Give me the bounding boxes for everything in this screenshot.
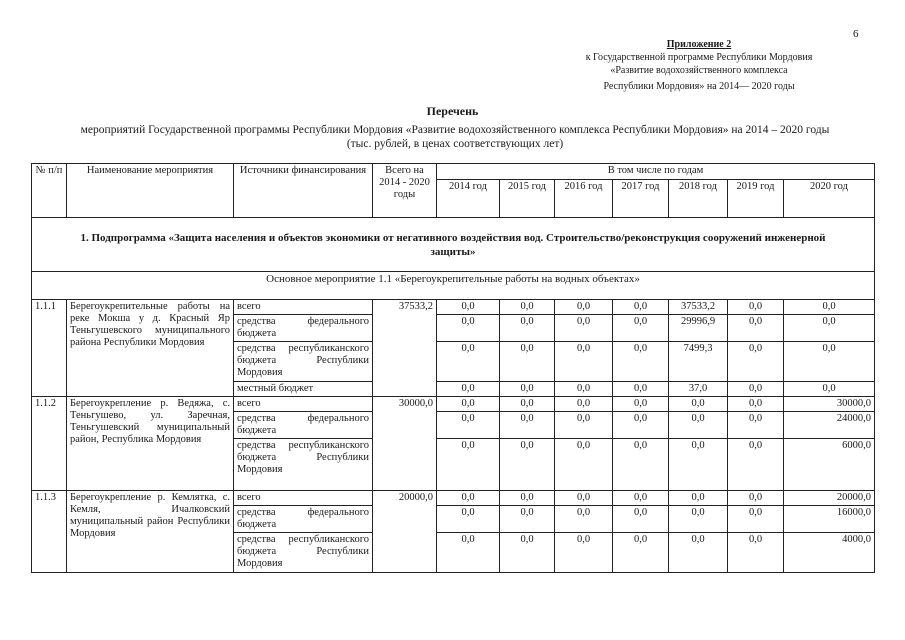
item-name: Берегоукрепление р. Кемлятка, с. Кемля, Ичалковский муниципальный район Республики Мордовия xyxy=(67,491,234,573)
item-num: 1.1.2 xyxy=(32,397,67,491)
page-number: 6 xyxy=(853,28,859,40)
value-cell: 0,0 xyxy=(669,491,728,506)
value-cell: 16000,0 xyxy=(784,506,875,533)
source-cell: средства федерального бюджета xyxy=(234,315,373,342)
source-cell: всего xyxy=(234,397,373,412)
main-event-row xyxy=(32,272,875,300)
appendix-line: «Развитие водохозяйственного комплекса xyxy=(610,65,788,76)
value-cell: 0,0 xyxy=(437,506,500,533)
value-cell: 0,0 xyxy=(500,315,555,342)
col-name-header: Наименование мероприятия xyxy=(67,164,234,218)
subtitle-line: (тыс. рублей, в ценах соответствующих лет) xyxy=(346,138,564,150)
year-header: 2018 год xyxy=(669,180,728,218)
value-cell: 0,0 xyxy=(500,439,555,491)
col-total-header: Всего на 2014 - 2020 годы xyxy=(373,164,437,218)
subtitle-line: мероприятий Государственной программы Республики Мордовия «Развитие водохозяйственного комплекса Республики Мордовия» на 2014 – 2020 годы xyxy=(80,124,830,136)
value-cell: 0,0 xyxy=(784,315,875,342)
subprogram-row xyxy=(32,218,875,272)
value-cell: 0,0 xyxy=(437,300,500,315)
source-cell: средства федерального бюджета xyxy=(234,412,373,439)
source-cell: всего xyxy=(234,491,373,506)
value-cell: 0,0 xyxy=(500,412,555,439)
appendix-block xyxy=(549,38,849,93)
value-cell: 4000,0 xyxy=(784,533,875,573)
value-cell: 0,0 xyxy=(437,382,500,397)
value-cell: 0,0 xyxy=(728,342,784,382)
value-cell: 0,0 xyxy=(437,439,500,491)
value-cell: 0,0 xyxy=(728,315,784,342)
value-cell: 0,0 xyxy=(669,439,728,491)
value-cell: 0,0 xyxy=(728,491,784,506)
value-cell: 0,0 xyxy=(555,342,613,382)
value-cell: 24000,0 xyxy=(784,412,875,439)
value-cell: 0,0 xyxy=(437,491,500,506)
value-cell: 0,0 xyxy=(555,315,613,342)
value-cell: 0,0 xyxy=(613,300,669,315)
source-cell: средства республиканского бюджета Республики Мордовия xyxy=(234,342,373,382)
value-cell: 0,0 xyxy=(500,382,555,397)
value-cell: 0,0 xyxy=(613,439,669,491)
value-cell: 0,0 xyxy=(728,412,784,439)
item-name: Берегоукрепление р. Ведяжа, с. Теньгушево, ул. Заречная, Теньгушевский муниципальный район, Республика Мордовия xyxy=(67,397,234,491)
measures-table xyxy=(31,163,875,573)
value-cell: 0,0 xyxy=(613,533,669,573)
value-cell: 0,0 xyxy=(555,439,613,491)
year-header: 2014 год xyxy=(437,180,500,218)
item-name: Берегоукрепительные работы на реке Мокша у д. Красный Яр Теньгушевского муниципального района Республики Мордовия xyxy=(67,300,234,397)
value-cell: 0,0 xyxy=(437,412,500,439)
value-cell: 0,0 xyxy=(437,397,500,412)
table-row xyxy=(32,397,875,412)
item-total: 30000,0 xyxy=(373,397,437,491)
value-cell: 0,0 xyxy=(500,491,555,506)
source-cell: всего xyxy=(234,300,373,315)
year-header: 2016 год xyxy=(555,180,613,218)
col-years-group-header: В том числе по годам xyxy=(437,164,875,180)
value-cell: 0,0 xyxy=(669,412,728,439)
value-cell: 0,0 xyxy=(613,397,669,412)
document-subtitle xyxy=(40,123,870,151)
value-cell: 20000,0 xyxy=(784,491,875,506)
value-cell: 0,0 xyxy=(613,506,669,533)
value-cell: 0,0 xyxy=(437,315,500,342)
source-cell: средства федерального бюджета xyxy=(234,506,373,533)
value-cell: 37533,2 xyxy=(669,300,728,315)
value-cell: 0,0 xyxy=(784,342,875,382)
year-header: 2017 год xyxy=(613,180,669,218)
subprogram-title: 1. Подпрограмма «Защита населения и объектов экономики от негативного воздействия вод. Строительство/реконструкция сооружений инженерной защиты» xyxy=(32,218,875,272)
item-num: 1.1.1 xyxy=(32,300,67,397)
source-cell: средства республиканского бюджета Республики Мордовия xyxy=(234,439,373,491)
table-row xyxy=(32,300,875,315)
appendix-title: Приложение 2 xyxy=(666,39,732,50)
value-cell: 0,0 xyxy=(555,533,613,573)
col-sources-header: Источники финансирования xyxy=(234,164,373,218)
source-cell: средства республиканского бюджета Республики Мордовия xyxy=(234,533,373,573)
value-cell: 0,0 xyxy=(669,506,728,533)
value-cell: 0,0 xyxy=(500,397,555,412)
source-cell: местный бюджет xyxy=(234,382,373,397)
table-row xyxy=(32,491,875,506)
document-title: Перечень xyxy=(426,104,479,118)
value-cell: 0,0 xyxy=(784,382,875,397)
year-header: 2019 год xyxy=(728,180,784,218)
value-cell: 7499,3 xyxy=(669,342,728,382)
value-cell: 30000,0 xyxy=(784,397,875,412)
value-cell: 0,0 xyxy=(728,300,784,315)
item-num: 1.1.3 xyxy=(32,491,67,573)
col-num-header: № п/п xyxy=(32,164,67,218)
value-cell: 0,0 xyxy=(728,382,784,397)
value-cell: 0,0 xyxy=(437,342,500,382)
value-cell: 0,0 xyxy=(555,397,613,412)
value-cell: 0,0 xyxy=(555,412,613,439)
value-cell: 0,0 xyxy=(500,342,555,382)
value-cell: 0,0 xyxy=(555,382,613,397)
header-row xyxy=(32,164,875,180)
appendix-line: к Государственной программе Республики Мордовия xyxy=(585,52,813,63)
value-cell: 0,0 xyxy=(613,382,669,397)
value-cell: 0,0 xyxy=(500,300,555,315)
value-cell: 0,0 xyxy=(728,506,784,533)
value-cell: 0,0 xyxy=(728,439,784,491)
value-cell: 0,0 xyxy=(669,533,728,573)
value-cell: 0,0 xyxy=(500,506,555,533)
item-total: 20000,0 xyxy=(373,491,437,573)
main-event-title: Основное мероприятие 1.1 «Берегоукрепительные работы на водных объектах» xyxy=(32,272,875,300)
value-cell: 0,0 xyxy=(669,397,728,412)
value-cell: 0,0 xyxy=(728,533,784,573)
value-cell: 6000,0 xyxy=(784,439,875,491)
year-header: 2015 год xyxy=(500,180,555,218)
value-cell: 37,0 xyxy=(669,382,728,397)
value-cell: 0,0 xyxy=(500,533,555,573)
value-cell: 0,0 xyxy=(555,491,613,506)
value-cell: 29996,9 xyxy=(669,315,728,342)
value-cell: 0,0 xyxy=(613,315,669,342)
value-cell: 0,0 xyxy=(555,300,613,315)
value-cell: 0,0 xyxy=(437,533,500,573)
value-cell: 0,0 xyxy=(613,412,669,439)
value-cell: 0,0 xyxy=(728,397,784,412)
value-cell: 0,0 xyxy=(613,342,669,382)
appendix-line: Республики Мордовия» на 2014— 2020 годы xyxy=(603,81,795,92)
item-total: 37533,2 xyxy=(373,300,437,397)
value-cell: 0,0 xyxy=(784,300,875,315)
value-cell: 0,0 xyxy=(555,506,613,533)
value-cell: 0,0 xyxy=(613,491,669,506)
year-header: 2020 год xyxy=(784,180,875,218)
